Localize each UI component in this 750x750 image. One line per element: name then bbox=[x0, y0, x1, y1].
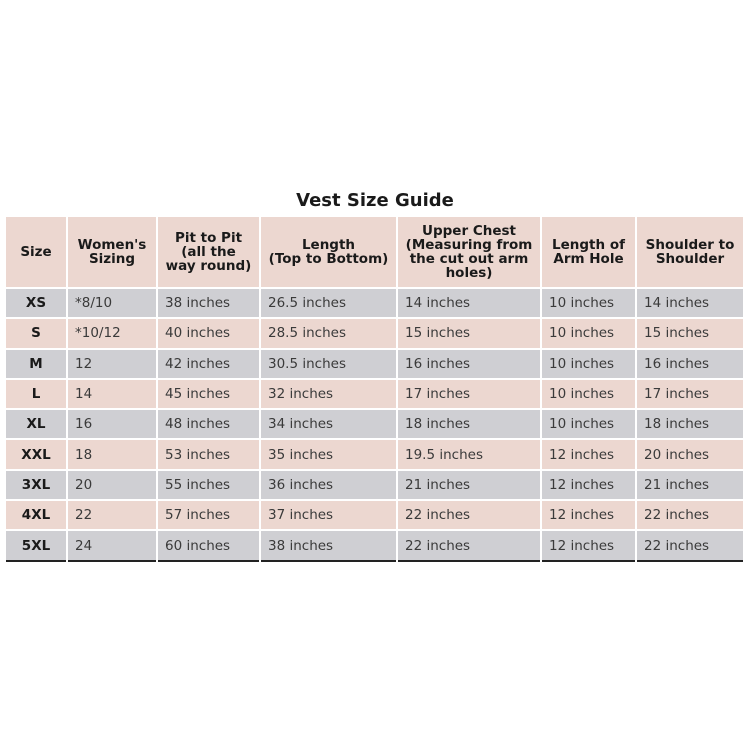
upper-chest-cell: 16 inches bbox=[397, 349, 541, 379]
arm-hole-cell: 12 inches bbox=[541, 530, 636, 560]
shoulder-cell: 21 inches bbox=[636, 470, 743, 500]
pit-to-pit-cell: 42 inches bbox=[157, 349, 260, 379]
arm-hole-cell: 12 inches bbox=[541, 439, 636, 469]
shoulder-cell: 18 inches bbox=[636, 409, 743, 439]
pit-to-pit-cell: 53 inches bbox=[157, 439, 260, 469]
shoulder-cell: 17 inches bbox=[636, 379, 743, 409]
shoulder-cell: 16 inches bbox=[636, 349, 743, 379]
shoulder-cell: 22 inches bbox=[636, 530, 743, 560]
length-cell: 35 inches bbox=[260, 439, 397, 469]
upper-chest-cell: 21 inches bbox=[397, 470, 541, 500]
arm-hole-cell: 10 inches bbox=[541, 379, 636, 409]
header-pit-to-pit: Pit to Pit (all the way round) bbox=[157, 217, 260, 288]
womens-sizing-cell: 18 bbox=[67, 439, 157, 469]
table-row bbox=[6, 288, 743, 318]
size-cell: 5XL bbox=[21, 537, 51, 554]
header-arm-hole: Length of Arm Hole bbox=[541, 217, 636, 288]
womens-sizing-cell: 22 bbox=[67, 500, 157, 530]
upper-chest-cell: 18 inches bbox=[397, 409, 541, 439]
pit-to-pit-cell: 45 inches bbox=[157, 379, 260, 409]
arm-hole-cell: 12 inches bbox=[541, 500, 636, 530]
size-cell: L bbox=[31, 386, 41, 403]
pit-to-pit-cell: 38 inches bbox=[157, 288, 260, 318]
womens-sizing-cell: *8/10 bbox=[67, 288, 157, 318]
size-cell: 3XL bbox=[21, 476, 51, 493]
pit-to-pit-cell: 40 inches bbox=[157, 318, 260, 348]
header-size: Size bbox=[20, 244, 52, 260]
pit-to-pit-cell: 57 inches bbox=[157, 500, 260, 530]
upper-chest-cell: 17 inches bbox=[397, 379, 541, 409]
size-cell: 4XL bbox=[21, 507, 51, 524]
arm-hole-cell: 12 inches bbox=[541, 470, 636, 500]
size-cell: M bbox=[29, 355, 43, 372]
shoulder-cell: 20 inches bbox=[636, 439, 743, 469]
table-row bbox=[6, 470, 743, 500]
womens-sizing-cell: *10/12 bbox=[67, 318, 157, 348]
length-cell: 26.5 inches bbox=[260, 288, 397, 318]
womens-sizing-cell: 24 bbox=[67, 530, 157, 560]
upper-chest-cell: 14 inches bbox=[397, 288, 541, 318]
table-row bbox=[6, 318, 743, 348]
header-upper-chest: Upper Chest (Measuring from the cut out arm holes) bbox=[397, 217, 541, 288]
header-length: Length (Top to Bottom) bbox=[260, 217, 397, 288]
table-row bbox=[6, 409, 743, 439]
arm-hole-cell: 10 inches bbox=[541, 318, 636, 348]
womens-sizing-cell: 20 bbox=[67, 470, 157, 500]
length-cell: 34 inches bbox=[260, 409, 397, 439]
page-title: Vest Size Guide bbox=[296, 190, 454, 211]
table-header-row bbox=[6, 217, 743, 288]
header-womens-sizing: Women's Sizing bbox=[67, 217, 157, 288]
size-cell: S bbox=[31, 325, 41, 342]
upper-chest-cell: 19.5 inches bbox=[397, 439, 541, 469]
length-cell: 36 inches bbox=[260, 470, 397, 500]
size-cell: XXL bbox=[21, 446, 51, 463]
table-row bbox=[6, 530, 743, 560]
length-cell: 28.5 inches bbox=[260, 318, 397, 348]
length-cell: 37 inches bbox=[260, 500, 397, 530]
shoulder-cell: 22 inches bbox=[636, 500, 743, 530]
womens-sizing-cell: 12 bbox=[67, 349, 157, 379]
table-row bbox=[6, 439, 743, 469]
shoulder-cell: 15 inches bbox=[636, 318, 743, 348]
womens-sizing-cell: 16 bbox=[67, 409, 157, 439]
size-guide-table bbox=[6, 217, 743, 562]
table-row bbox=[6, 349, 743, 379]
length-cell: 30.5 inches bbox=[260, 349, 397, 379]
womens-sizing-cell: 14 bbox=[67, 379, 157, 409]
arm-hole-cell: 10 inches bbox=[541, 288, 636, 318]
pit-to-pit-cell: 48 inches bbox=[157, 409, 260, 439]
table-row bbox=[6, 379, 743, 409]
upper-chest-cell: 22 inches bbox=[397, 500, 541, 530]
upper-chest-cell: 22 inches bbox=[397, 530, 541, 560]
upper-chest-cell: 15 inches bbox=[397, 318, 541, 348]
size-cell: XS bbox=[25, 295, 47, 312]
shoulder-cell: 14 inches bbox=[636, 288, 743, 318]
length-cell: 32 inches bbox=[260, 379, 397, 409]
arm-hole-cell: 10 inches bbox=[541, 409, 636, 439]
pit-to-pit-cell: 55 inches bbox=[157, 470, 260, 500]
table-row bbox=[6, 500, 743, 530]
arm-hole-cell: 10 inches bbox=[541, 349, 636, 379]
pit-to-pit-cell: 60 inches bbox=[157, 530, 260, 560]
header-shoulder: Shoulder to Shoulder bbox=[636, 217, 743, 288]
size-cell: XL bbox=[26, 416, 46, 433]
length-cell: 38 inches bbox=[260, 530, 397, 560]
